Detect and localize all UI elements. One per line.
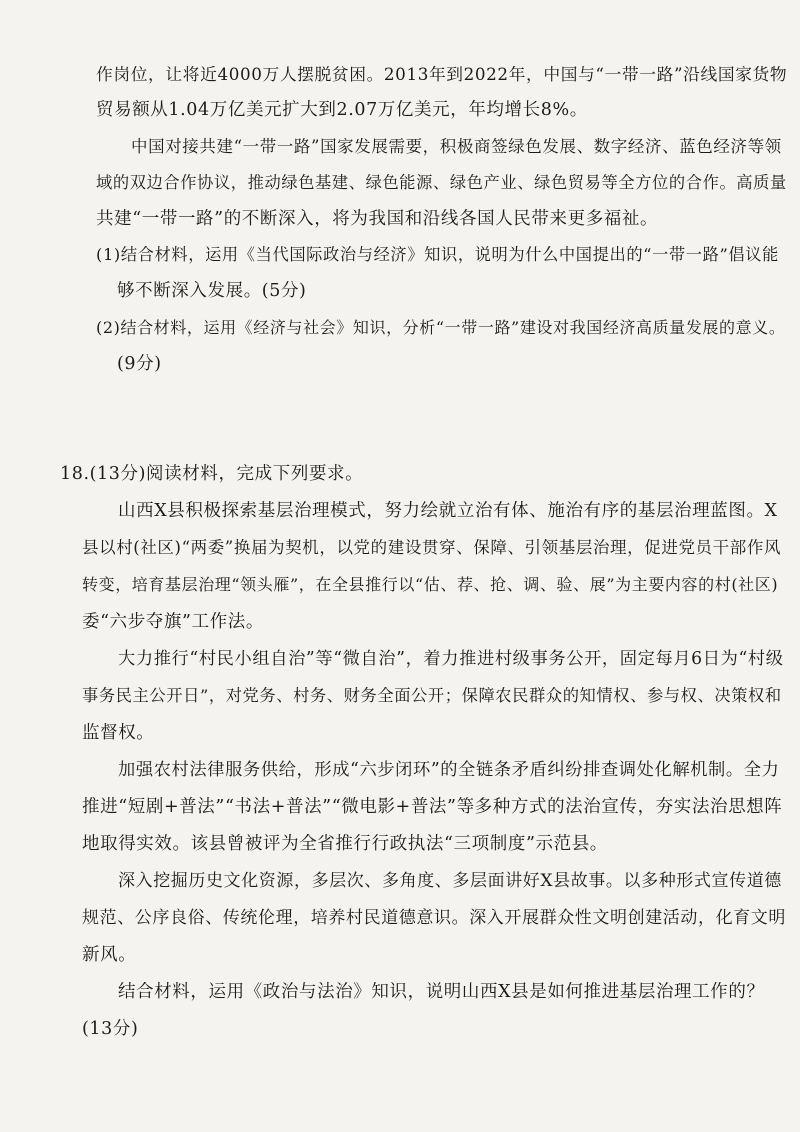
q18-task-line1: 结合材料，运用《政治与法治》知识，说明山西X县是如何推进基层治理工作的？ [118, 982, 765, 1002]
q18-para2-line2: 事务民主公开日”，对党务、村务、财务全面公开；保障农民群众的知情权、参与权、决策权和 [82, 686, 782, 705]
question-2-line1: (2)结合材料，运用《经济与社会》知识，分析“一带一路”建设对我国经济高质量发展的意义。 [96, 318, 786, 337]
q18-para4-line1: 深入挖掘历史文化资源，多层次、多角度、多层面讲好X县故事。以多种形式宣传道德 [118, 871, 782, 891]
q18-para4-line2: 规范、公序良俗、传统伦理，培养村民道德意识。深入开展群众性文明创建活动，化育文明 [82, 908, 786, 928]
top-para2-line3: 共建“一带一路”的不断深入，将为我国和沿线各国人民带来更多福祉。 [96, 209, 659, 229]
top-para1-line1: 作岗位，让将近4000万人摆脱贫困。2013年到2022年，中国与“一带一路”沿线国家货物 [96, 64, 788, 84]
q18-para1-line1: 山西X县积极探索基层治理模式，努力绘就立治有体、施治有序的基层治理蓝图。X [118, 501, 778, 521]
q18-task-line2: (13分) [82, 1019, 139, 1039]
q18-para3-line2: 推进“短剧+普法”“书法+普法”“微电影+普法”等多种方式的法治宣传，夯实法治思想阵 [82, 797, 783, 817]
q18-para3-line1: 加强农村法律服务供给，形成“六步闭环”的全链条矛盾纠纷排查调处化解机制。全力 [118, 760, 780, 780]
q18-para3-line3: 地取得实效。该县曾被评为全省推行行政执法“三项制度”示范县。 [82, 834, 608, 854]
q18-para1-line2: 县以村(社区)“两委”换届为契机，以党的建设贯穿、保障、引领基层治理，促进党员干部作风 [82, 538, 782, 557]
question-18-header: 18.(13分)阅读材料，完成下列要求。 [60, 464, 364, 484]
top-para2-line1: 中国对接共建“一带一路”国家发展需要，积极商签绿色发展、数字经济、蓝色经济等领 [131, 137, 782, 156]
question-2-line2: (9分) [117, 354, 162, 374]
q18-para4-line3: 新风。 [82, 945, 137, 965]
question-1-line1: (1)结合材料，运用《当代国际政治与经济》知识，说明为什么中国提出的“一带一路”倡议能 [96, 245, 779, 264]
q18-para1-line4: 委“六步夺旗”工作法。 [82, 612, 264, 632]
top-para2-line2: 域的双边合作协议，推动绿色基建、绿色能源、绿色产业、绿色贸易等全方位的合作。高质量 [96, 173, 787, 192]
q18-para2-line3: 监督权。 [82, 723, 155, 743]
q18-para1-line3: 转变，培育基层治理“领头雁”，在全县推行以“估、荐、抢、调、验、展”为主要内容的村(社区) [82, 575, 779, 594]
top-para1-line2: 贸易额从1.04万亿美元扩大到2.07万亿美元，年均增长8%。 [96, 100, 588, 120]
question-1-line2: 够不断深入发展。(5分) [117, 281, 307, 301]
q18-para2-line1: 大力推行“村民小组自治”等“微自治”，着力推进村级事务公开，固定每月6日为“村级 [118, 649, 784, 669]
